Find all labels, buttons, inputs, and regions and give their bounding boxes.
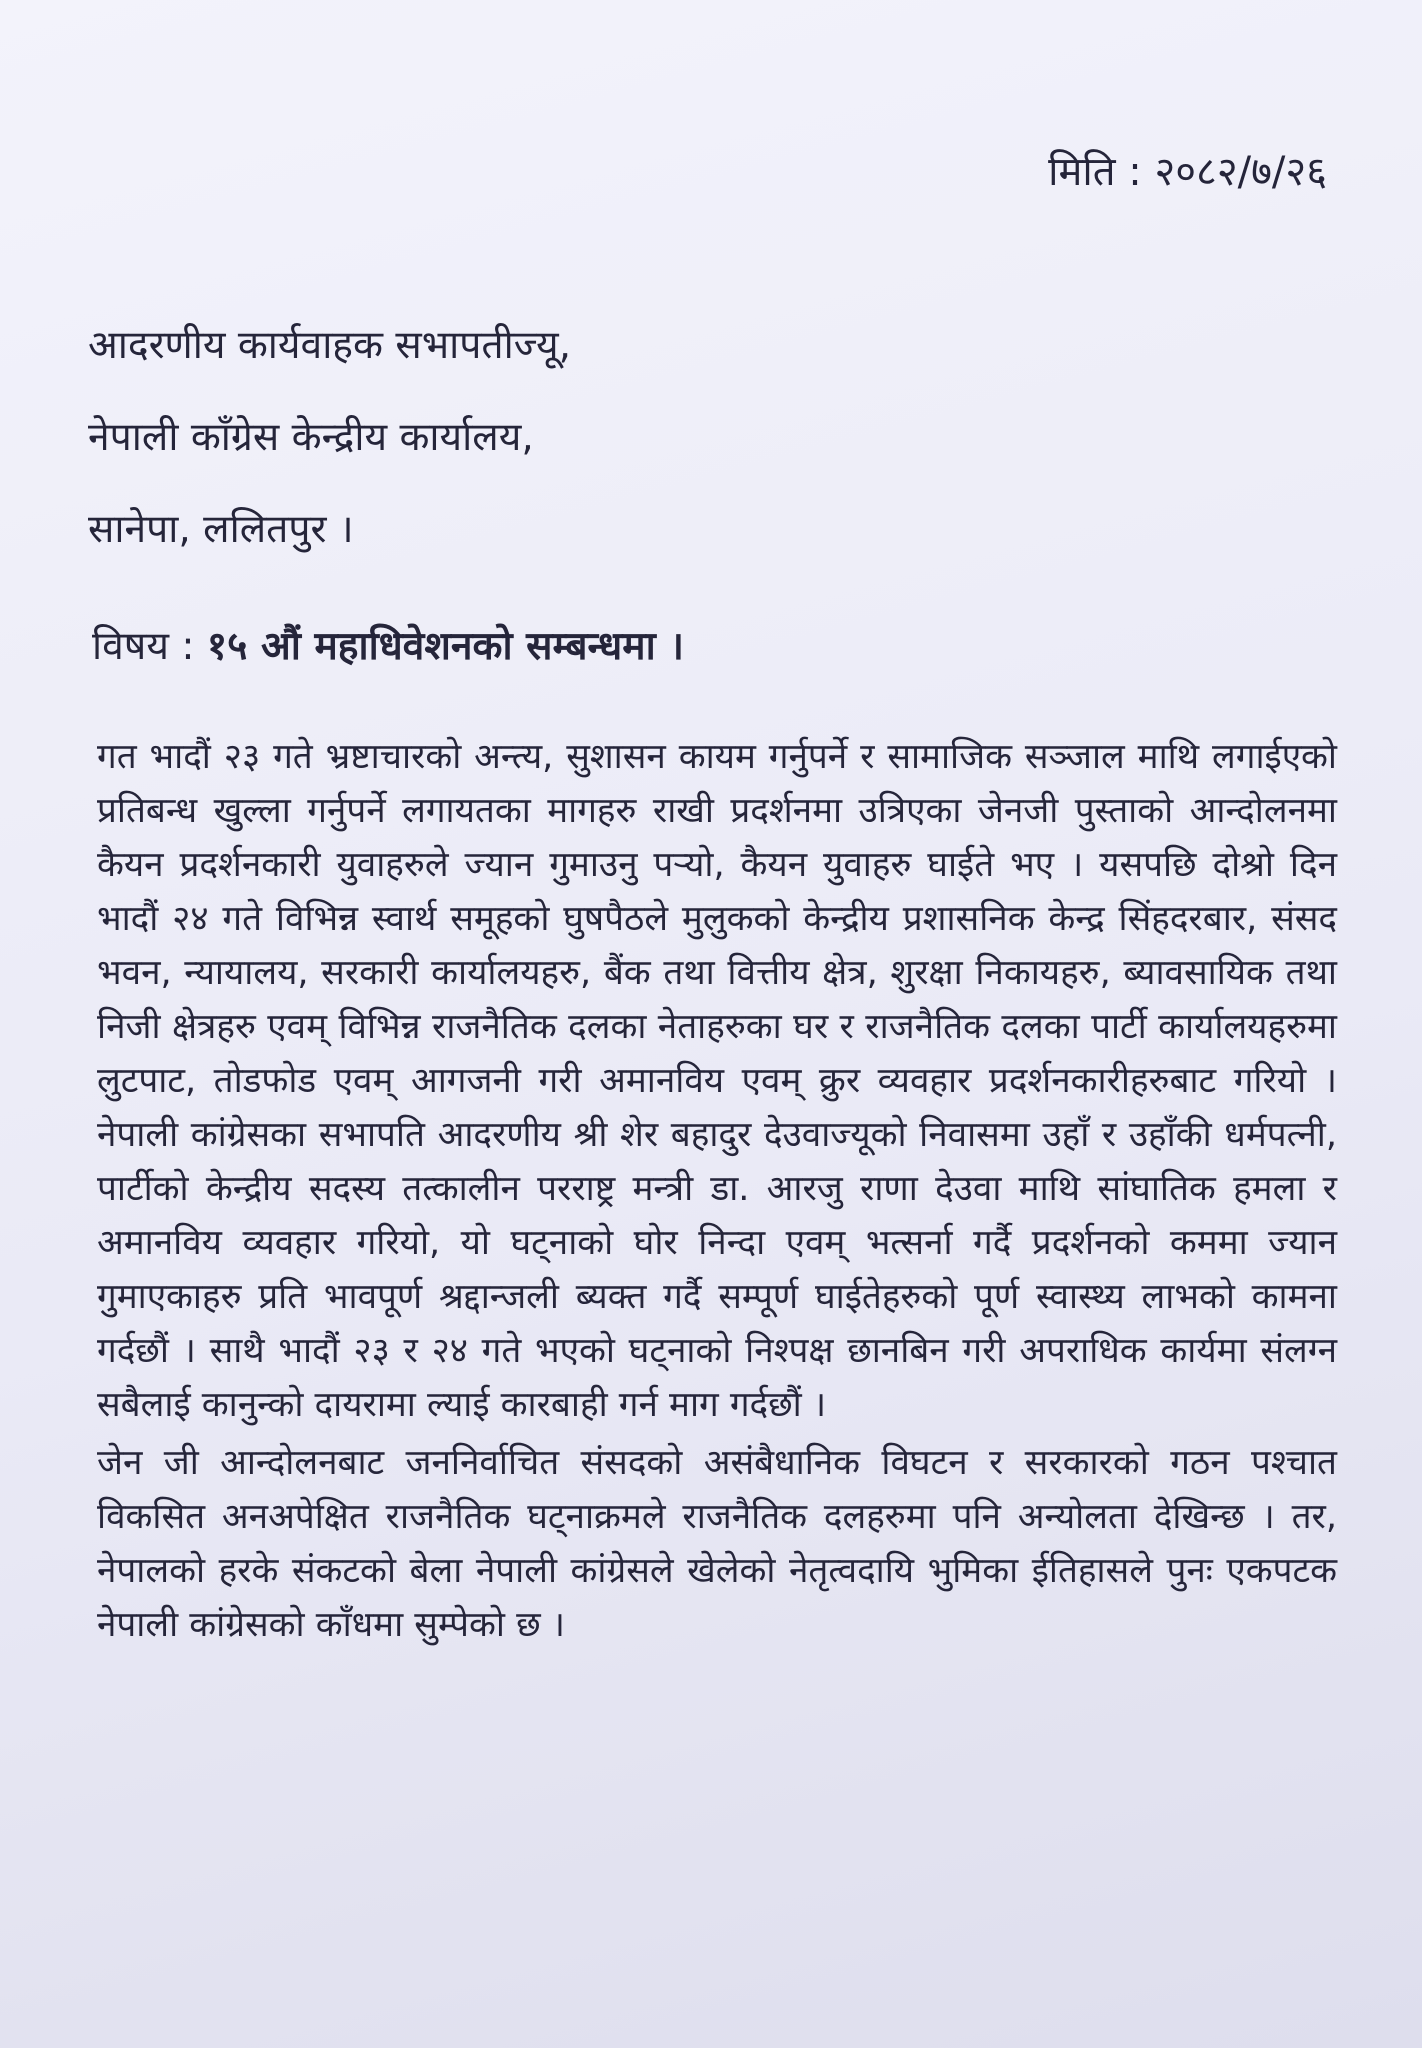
body-paragraph: गत भादौं २३ गते भ्रष्टाचारको अन्त्य, सुशासन कायम गर्नुपर्ने र सामाजिक सञ्जाल माथि लगाईएको प्रतिबन्ध खुल्ला गर्नुपर्ने लगायतका मागहरु राखी प्रदर्शनमा उत्रिएका जेनजी पुस्ताको आन्दोलनमा कैयन प्रदर्शनकारी युवाहरुले ज्यान गुमाउनु पऱ्यो, कैयन युवाहरु घाईते भए । यसपछि दोश्रो दिन भादौं २४ गते विभिन्न स्वार्थ समूहको घुषपैठले मुलुकको केन्द्रीय प्रशासनिक केन्द्र सिंहदरबार, संसद भवन, न्यायालय, सरकारी कार्यालयहरु, बैंक तथा वित्तीय क्षेत्र, शुरक्षा निकायहरु, ब्यावसायिक तथा निजी क्षेत्रहरु एवम् विभिन्न राजनैतिक दलका नेताहरुका घर र राजनैतिक दलका पार्टी कार्यालयहरुमा लुटपाट, तोडफोड एवम् आगजनी गरी अमानविय एवम् क्रुर व्यवहार प्रदर्शनकारीहरुबाट गरियो । नेपाली कांग्रेसका सभापति आदरणीय श्री शेर बहादुर देउवाज्यूको निवासमा उहाँ र उहाँकी धर्मपत्नी, पार्टीको केन्द्रीय सदस्य तत्कालीन परराष्ट्र मन्त्री डा. आरजु राणा देउवा माथि सांघातिक हमला र अमानविय व्यवहार गरियो, यो घट्नाको घोर निन्दा एवम् भत्सर्ना गर्दै प्रदर्शनको कममा ज्यान गुमाएकाहरु प्रति भावपूर्ण श्रद्दान्जली ब्यक्त गर्दै सम्पूर्ण घाईतेहरुको पूर्ण स्वास्थ्य लाभको कामना गर्दछौं । साथै भादौं २३ र २४ गते भएको घट्नाको निश्पक्ष छानबिन गरी अपराधिक कार्यमा संलग्न सबैलाई कानुन्को दायरामा ल्याई कारबाही गर्न माग गर्दछौं । xyxy=(97,737,1337,1425)
body-paragraph: जेन जी आन्दोलनबाट जननिर्वाचित संसदको असंबैधानिक विघटन र सरकारको गठन पश्चात विकसित अनअपेक्षित राजनैतिक घट्नाक्रमले राजनैतिक दलहरुमा पनि अन्योलता देखिन्छ । तर, नेपालको हरके संकटको बेला नेपाली कांग्रेसले खेलेको नेतृत्वदायि भुमिका ईतिहासले पुनः एकपटक नेपाली कांग्रेसको काँधमा सुम्पेको छ । xyxy=(97,1443,1337,1645)
address-line-office: नेपाली काँग्रेस केन्द्रीय कार्यालय, xyxy=(88,415,534,460)
letter-body xyxy=(97,730,1337,1656)
date-label: मिति : xyxy=(1048,149,1142,195)
address-line-recipient: आदरणीय कार्यवाहक सभापतीज्यू, xyxy=(88,323,572,368)
subject-text: १५ औं महाधिवेशनको सम्बन्धमा । xyxy=(206,624,685,669)
date-value: २०८२/७/२६ xyxy=(1154,149,1327,195)
address-line-location: सानेपा, ललितपुर । xyxy=(88,507,354,552)
subject-label: विषय : xyxy=(92,624,195,669)
recipient-address xyxy=(88,300,571,576)
letter-date xyxy=(1048,142,1327,197)
letter-subject xyxy=(92,618,684,671)
